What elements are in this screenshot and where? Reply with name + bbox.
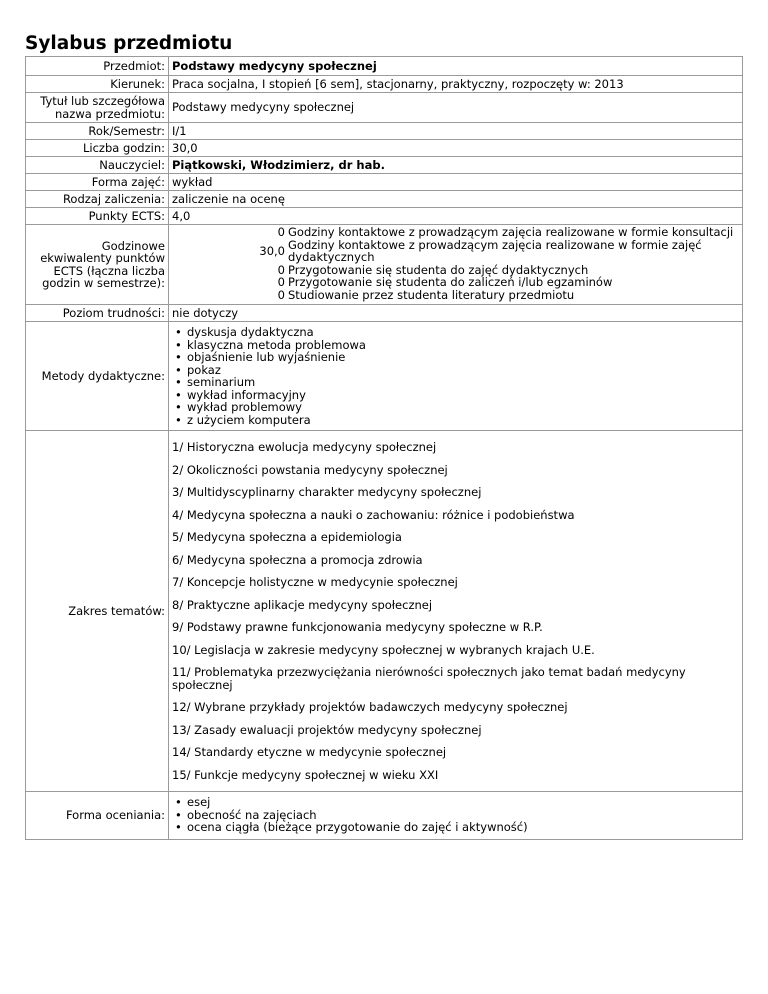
- label-poziom: Poziom trudności:: [26, 305, 169, 322]
- ects-item: [172, 276, 739, 289]
- topic-item: 14/ Standardy etyczne w medycynie społecznej: [172, 745, 447, 759]
- label-forma-zajec: Forma zajęć:: [26, 174, 169, 191]
- label-metody: Metody dydaktyczne:: [26, 322, 169, 431]
- label-godzinowe-line1: Godzinowe: [101, 238, 165, 253]
- row-godzinowe: [26, 225, 743, 305]
- row-metody: [26, 322, 743, 431]
- topic-item: 3/ Multidyscyplinarny charakter medycyny społecznej: [172, 485, 482, 499]
- list-item: • esej: [172, 796, 739, 809]
- topic-item: 10/ Legislacja w zakresie medycyny społecznej w wybranych krajach U.E.: [172, 642, 595, 657]
- topic-item: 13/ Zasady ewaluacji projektów medycyny społecznej: [172, 722, 482, 737]
- value-godziny: 30,0: [169, 140, 743, 157]
- ects-text: Godziny kontaktowe z prowadzącym zajęcia realizowane w formie konsultacji: [288, 225, 734, 239]
- label-godzinowe-line2: ekwiwalenty punktów: [40, 251, 165, 265]
- list-item: • ocena ciągła (bieżące przygotowanie do zajęć i aktywność): [172, 821, 739, 834]
- label-rok: Rok/Semestr:: [26, 123, 169, 140]
- label-przedmiot: Przedmiot:: [26, 57, 169, 76]
- topic-item: 6/ Medycyna społeczna a promocja zdrowia: [172, 552, 423, 567]
- list-item: • wykład problemowy: [172, 401, 739, 414]
- label-tytul-line1: Tytuł lub szczegółowa: [40, 94, 165, 108]
- ects-hours: 0: [277, 225, 285, 239]
- label-godzinowe-line4: godzin w semestrze):: [42, 276, 165, 290]
- value-zakres: [169, 431, 743, 792]
- topic-item: 7/ Koncepcje holistyczne w medycynie społecznej: [172, 575, 458, 589]
- ects-hours: 0: [277, 262, 285, 277]
- topics-list: [172, 431, 739, 791]
- label-tytul: [26, 93, 169, 123]
- row-godziny: [26, 140, 743, 157]
- list-item: • z użyciem komputera: [172, 414, 739, 427]
- label-zakres: Zakres tematów:: [26, 431, 169, 792]
- ects-hours: 0: [277, 287, 285, 302]
- label-tytul-line2: nazwa przedmiotu:: [54, 106, 165, 121]
- row-kierunek: [26, 76, 743, 93]
- ects-text: Godziny kontaktowe z prowadzącym zajęcia realizowane w formie zajęć dydaktycznych: [288, 237, 702, 264]
- ects-hours: 30,0: [259, 243, 285, 258]
- ects-item: [172, 239, 739, 264]
- topic-item: 4/ Medycyna społeczna a nauki o zachowaniu: różnice i podobieństwa: [172, 507, 575, 522]
- value-rok: I/1: [169, 123, 743, 140]
- page-title: Sylabus przedmiotu: [25, 33, 233, 54]
- row-przedmiot: [26, 57, 743, 76]
- label-nauczyciel: Nauczyciel:: [26, 157, 169, 174]
- list-item: • pokaz: [172, 364, 739, 377]
- row-rok: [26, 123, 743, 140]
- row-forma-oceniania: [26, 792, 743, 840]
- row-nauczyciel: [26, 157, 743, 174]
- value-kierunek: Praca socjalna, I stopień [6 sem], stacjonarny, praktyczny, rozpoczęty w: 2013: [169, 76, 743, 93]
- ects-text: Studiowanie przez studenta literatury przedmiotu: [288, 287, 575, 302]
- value-forma-oceniania: [169, 792, 743, 840]
- ects-text: Przygotowanie się studenta do zajęć dydaktycznych: [288, 262, 589, 277]
- list-item: • klasyczna metoda problemowa: [172, 339, 739, 352]
- row-poziom: [26, 305, 743, 322]
- grading-list: [172, 792, 739, 839]
- list-item: • obecność na zajęciach: [172, 809, 739, 822]
- value-nauczyciel: Piątkowski, Włodzimierz, dr hab.: [169, 157, 743, 174]
- label-forma-oceniania: Forma oceniania:: [26, 792, 169, 840]
- list-item: • seminarium: [172, 376, 739, 389]
- row-tytul: [26, 93, 743, 123]
- label-godzinowe-line3: ECTS (łączna liczba: [53, 263, 165, 278]
- topic-item: 5/ Medycyna społeczna a epidemiologia: [172, 530, 402, 544]
- label-godzinowe: [26, 225, 169, 305]
- value-godzinowe: [169, 225, 743, 305]
- ects-hours: 0: [277, 275, 285, 289]
- topic-item: 1/ Historyczna ewolucja medycyny społecznej: [172, 440, 437, 454]
- row-punkty-ects: [26, 208, 743, 225]
- label-punkty-ects: Punkty ECTS:: [26, 208, 169, 225]
- value-przedmiot: Podstawy medycyny społecznej: [169, 57, 743, 76]
- value-poziom: nie dotyczy: [169, 305, 743, 322]
- ects-text: Przygotowanie się studenta do zaliczeń i/lub egzaminów: [288, 275, 613, 289]
- syllabus-table: [25, 56, 743, 840]
- list-item: • wykład informacyjny: [172, 389, 739, 402]
- label-godziny: Liczba godzin:: [26, 140, 169, 157]
- value-forma-zajec: wykład: [169, 174, 743, 191]
- topic-item: 8/ Praktyczne aplikacje medycyny społecznej: [172, 597, 433, 612]
- list-item: • objaśnienie lub wyjaśnienie: [172, 351, 739, 364]
- list-item: • dyskusja dydaktyczna: [172, 326, 739, 339]
- row-forma-zajec: [26, 174, 743, 191]
- ects-item: [172, 226, 739, 239]
- value-punkty-ects: 4,0: [169, 208, 743, 225]
- topic-item: 9/ Podstawy prawne funkcjonowania medycyny społeczne w R.P.: [172, 620, 543, 634]
- value-tytul: Podstawy medycyny społecznej: [169, 93, 743, 123]
- topic-item: 15/ Funkcje medycyny społecznej w wieku XXI: [172, 767, 439, 782]
- row-rodzaj-zaliczenia: [26, 191, 743, 208]
- ects-hours-table: [172, 226, 739, 301]
- label-rodzaj-zaliczenia: Rodzaj zaliczenia:: [26, 191, 169, 208]
- label-kierunek: Kierunek:: [26, 76, 169, 93]
- topic-item: 11/ Problematyka przezwyciężania nierówności społecznych jako temat badań medycyny społecznej: [172, 665, 686, 692]
- value-metody: [169, 322, 743, 431]
- methods-list: [172, 322, 739, 430]
- row-zakres: [26, 431, 743, 792]
- topic-item: 12/ Wybrane przykłady projektów badawczych medycyny społecznej: [172, 700, 568, 714]
- ects-item: [172, 289, 739, 302]
- topic-item: 2/ Okoliczności powstania medycyny społecznej: [172, 462, 448, 477]
- value-rodzaj-zaliczenia: zaliczenie na ocenę: [169, 191, 743, 208]
